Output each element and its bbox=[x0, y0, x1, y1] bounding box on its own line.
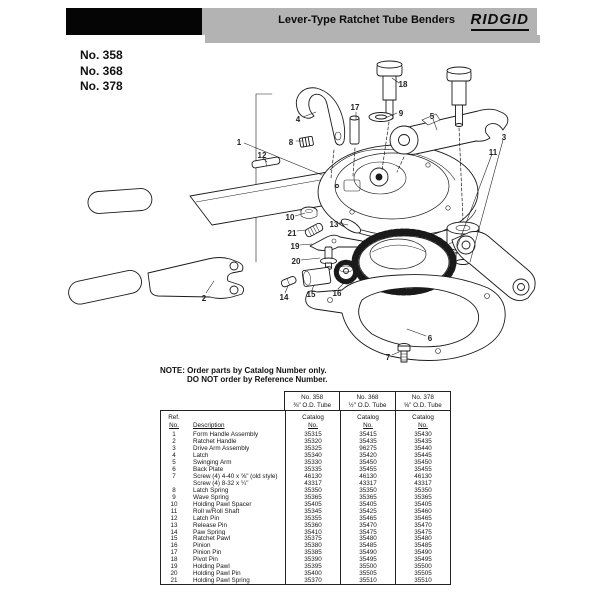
callout-8: 8 bbox=[288, 138, 294, 147]
catalog-358-cell: 46130 bbox=[285, 473, 340, 480]
catalog-358-cell: 35355 bbox=[285, 515, 340, 522]
table-row bbox=[161, 480, 450, 487]
catalog-368-cell: 35500 bbox=[340, 563, 395, 570]
table-row bbox=[161, 494, 450, 501]
catalog-378-cell: 35485 bbox=[395, 542, 450, 549]
ref-cell: 12 bbox=[170, 514, 178, 522]
description-cell: Ratchet Pawl bbox=[193, 535, 231, 543]
catalog-378-cell: 35350 bbox=[395, 487, 450, 494]
pawl-spring-part bbox=[280, 276, 297, 288]
catalog-358-cell: 35365 bbox=[285, 494, 340, 501]
model-header-band bbox=[284, 391, 451, 410]
catalog-378-cell: 35505 bbox=[395, 570, 450, 577]
catalog-378-cell: 46130 bbox=[395, 473, 450, 480]
holding-pawl-part bbox=[310, 235, 364, 250]
description-cell: Paw Spring bbox=[193, 528, 226, 536]
ref-cell: 19 bbox=[170, 563, 178, 571]
description-cell: Screw (4) 8-32 x ¼" bbox=[193, 479, 249, 487]
table-row bbox=[161, 570, 450, 577]
description-cell: Release Pin bbox=[193, 521, 227, 529]
table-row bbox=[161, 549, 450, 556]
catalog-column-header-358 bbox=[285, 411, 340, 431]
tube-size-label: ⅝" O.D. Tube bbox=[403, 401, 442, 409]
catalog-358-cell: 35335 bbox=[285, 466, 340, 473]
catalog-358-cell: 35345 bbox=[285, 508, 340, 515]
callout-11: 11 bbox=[488, 148, 498, 157]
description-cell: Back Plate bbox=[193, 466, 224, 473]
catalog-378-cell: 35450 bbox=[395, 459, 450, 466]
callout-3: 3 bbox=[501, 133, 507, 142]
ref-cell: 10 bbox=[170, 500, 178, 508]
description-cell: Roll w/Roll Shaft bbox=[193, 507, 240, 515]
description-cell: Latch Pin bbox=[193, 514, 220, 522]
table-row bbox=[161, 445, 450, 452]
callout-17: 17 bbox=[350, 103, 360, 112]
catalog-358-cell: 35410 bbox=[285, 529, 340, 536]
catalog-378-cell: 35440 bbox=[395, 445, 450, 452]
model-col-label: No. 358 bbox=[301, 394, 324, 401]
catalog-header-line2: No. bbox=[418, 422, 428, 429]
ratchet-pawl-part bbox=[302, 267, 331, 287]
catalog-368-cell: 35510 bbox=[340, 577, 395, 584]
callout-4: 4 bbox=[295, 115, 301, 124]
catalog-358-cell: 35385 bbox=[285, 549, 340, 556]
model-col-368 bbox=[339, 392, 394, 410]
model-number: No. 358 bbox=[80, 48, 123, 62]
catalog-378-cell: 35490 bbox=[395, 549, 450, 556]
catalog-378-cell: 35365 bbox=[395, 494, 450, 501]
catalog-358-cell: 35360 bbox=[285, 522, 340, 529]
catalog-378-cell: 35465 bbox=[395, 515, 450, 522]
catalog-368-cell: 35490 bbox=[340, 549, 395, 556]
catalog-358-cell: 35380 bbox=[285, 542, 340, 549]
table-row bbox=[161, 452, 450, 459]
parts-table bbox=[160, 391, 451, 585]
model-col-label: No. 378 bbox=[411, 394, 434, 401]
description-cell: Pinion bbox=[193, 542, 211, 550]
callout-20: 20 bbox=[291, 257, 301, 266]
table-row bbox=[161, 473, 450, 480]
catalog-368-cell: 96275 bbox=[340, 445, 395, 452]
catalog-368-cell: 35405 bbox=[340, 501, 395, 508]
description-cell: Drive Arm Assembly bbox=[193, 445, 250, 453]
ref-cell: 21 bbox=[170, 577, 178, 585]
catalog-368-cell: 35365 bbox=[340, 494, 395, 501]
model-col-label: No. 368 bbox=[356, 394, 379, 401]
ref-cell: 11 bbox=[170, 507, 178, 515]
ref-cell: 13 bbox=[170, 521, 178, 529]
order-note bbox=[160, 366, 327, 384]
table-body bbox=[161, 431, 450, 584]
ref1-bracket-line bbox=[256, 94, 272, 262]
table-row bbox=[161, 535, 450, 542]
description-cell: Latch bbox=[193, 452, 209, 460]
catalog-column-header-368 bbox=[340, 411, 395, 431]
table-row bbox=[161, 459, 450, 466]
ref-cell: 16 bbox=[170, 542, 178, 550]
callout-5: 5 bbox=[429, 112, 435, 121]
table-row bbox=[161, 556, 450, 563]
ref-cell: 18 bbox=[170, 556, 178, 564]
catalog-378-cell: 35445 bbox=[395, 452, 450, 459]
catalog-358-cell: 35395 bbox=[285, 563, 340, 570]
catalog-358-cell: 35340 bbox=[285, 452, 340, 459]
catalog-368-cell: 35480 bbox=[340, 535, 395, 542]
catalog-368-cell: 35495 bbox=[340, 556, 395, 563]
wave-spring-part bbox=[369, 113, 393, 122]
catalog-368-cell: 43317 bbox=[340, 480, 395, 487]
table-row bbox=[161, 577, 450, 584]
ref-cell: 15 bbox=[170, 535, 178, 543]
catalog-368-cell: 35470 bbox=[340, 522, 395, 529]
catalog-378-cell: 43317 bbox=[395, 480, 450, 487]
catalog-378-cell: 35480 bbox=[395, 535, 450, 542]
catalog-368-cell: 35505 bbox=[340, 570, 395, 577]
catalog-358-cell: 35390 bbox=[285, 556, 340, 563]
catalog-header-line1: Catalog bbox=[357, 414, 379, 421]
catalog-358-cell: 35375 bbox=[285, 535, 340, 542]
callout-14: 14 bbox=[279, 293, 289, 302]
table-row bbox=[161, 529, 450, 536]
catalog-378-cell: 35430 bbox=[395, 431, 450, 438]
description-column-header bbox=[187, 411, 285, 431]
description-cell: Pivot Pin bbox=[193, 556, 218, 564]
ref-cell: 9 bbox=[172, 493, 176, 501]
callout-2: 2 bbox=[201, 294, 207, 303]
catalog-368-cell: 35485 bbox=[340, 542, 395, 549]
catalog-368-cell: 35425 bbox=[340, 508, 395, 515]
catalog-358-cell: 35400 bbox=[285, 570, 340, 577]
description-cell: Screw (4) 4-40 x ⅝" (old style) bbox=[193, 473, 278, 480]
catalog-358-cell: 35325 bbox=[285, 445, 340, 452]
description-cell: Holding Pawl Pin bbox=[193, 570, 241, 578]
table-row bbox=[161, 515, 450, 522]
table-row bbox=[161, 542, 450, 549]
ref-cell: 1 bbox=[172, 431, 176, 439]
callout-16: 16 bbox=[332, 289, 342, 298]
description-cell: Latch Spring bbox=[193, 486, 229, 494]
callout-6: 6 bbox=[427, 334, 433, 343]
tube-size-label: ½" O.D. Tube bbox=[348, 401, 387, 409]
table-row bbox=[161, 438, 450, 445]
ref-cell: 2 bbox=[172, 438, 176, 446]
catalog-358-cell: 35350 bbox=[285, 487, 340, 494]
catalog-358-cell: 43317 bbox=[285, 480, 340, 487]
callout-9: 9 bbox=[398, 109, 404, 118]
table-row bbox=[161, 431, 450, 438]
catalog-378-cell: 35470 bbox=[395, 522, 450, 529]
table-row bbox=[161, 487, 450, 494]
model-number: No. 368 bbox=[80, 63, 123, 78]
ridgid-logo: RIDGID bbox=[471, 11, 530, 31]
ref-cell: 14 bbox=[170, 528, 178, 536]
tube-size-label: ⅜" O.D. Tube bbox=[293, 401, 332, 409]
catalog-header-line1: Catalog bbox=[412, 414, 434, 421]
catalog-368-cell: 35415 bbox=[340, 431, 395, 438]
description-cell: Wave Spring bbox=[193, 493, 229, 501]
catalog-358-cell: 35405 bbox=[285, 501, 340, 508]
table-row bbox=[161, 501, 450, 508]
model-col-358 bbox=[285, 392, 339, 410]
catalog-378-cell: 35500 bbox=[395, 563, 450, 570]
ref-cell: 7 bbox=[172, 473, 176, 480]
description-cell: Form Handle Assembly bbox=[193, 431, 259, 439]
catalog-368-cell: 35475 bbox=[340, 529, 395, 536]
description-cell: Ratchet Handle bbox=[193, 438, 237, 446]
ref-cell: 4 bbox=[172, 452, 176, 460]
ref-cell: 3 bbox=[172, 445, 176, 453]
description-cell: Pinion Pin bbox=[193, 549, 222, 557]
table-row bbox=[161, 522, 450, 529]
catalog-358-cell: 35330 bbox=[285, 459, 340, 466]
holding-pawl-spacer-part bbox=[301, 207, 317, 219]
callout-10: 10 bbox=[285, 213, 295, 222]
table-row bbox=[161, 466, 450, 473]
ref-column-header bbox=[161, 411, 187, 431]
catalog-378-cell: 35405 bbox=[395, 501, 450, 508]
latch-part bbox=[296, 88, 344, 145]
description-cell: Swinging Arm bbox=[193, 459, 232, 467]
catalog-368-cell: 35450 bbox=[340, 459, 395, 466]
order-note-line1: NOTE: Order parts by Catalog Number only. bbox=[160, 366, 327, 375]
ref-header-line2: No. bbox=[169, 422, 179, 429]
ref-cell: 5 bbox=[172, 459, 176, 467]
pinion-pin-part bbox=[350, 116, 359, 144]
catalog-header-line2: No. bbox=[363, 422, 373, 429]
ref-cell: 8 bbox=[172, 486, 176, 494]
screw-part bbox=[299, 136, 313, 147]
catalog-378-cell: 35475 bbox=[395, 529, 450, 536]
catalog-header-line2: No. bbox=[308, 422, 318, 429]
catalog-378-cell: 35460 bbox=[395, 508, 450, 515]
callout-13: 13 bbox=[329, 220, 339, 229]
parts-table-box bbox=[160, 410, 451, 585]
callout-21: 21 bbox=[287, 229, 297, 238]
callout-1: 1 bbox=[236, 138, 242, 147]
description-cell: Holding Pawl bbox=[193, 563, 230, 571]
description-cell: Holding Pawl Spring bbox=[193, 577, 250, 584]
ref-cell: 20 bbox=[170, 570, 178, 578]
catalog-368-cell: 35350 bbox=[340, 487, 395, 494]
ref-cell: 6 bbox=[172, 466, 176, 474]
catalog-378-cell: 35510 bbox=[395, 577, 450, 584]
catalog-378-cell: 35435 bbox=[395, 438, 450, 445]
order-note-line2: DO NOT order by Reference Number. bbox=[187, 375, 328, 384]
model-col-378 bbox=[395, 392, 450, 410]
callout-18: 18 bbox=[398, 80, 408, 89]
holding-pawl-spring-part bbox=[304, 222, 324, 238]
catalog-358-cell: 35370 bbox=[285, 577, 340, 584]
catalog-368-cell: 35420 bbox=[340, 452, 395, 459]
ref-cell: 17 bbox=[170, 549, 178, 557]
catalog-378-cell: 35455 bbox=[395, 466, 450, 473]
catalog-378-cell: 35495 bbox=[395, 556, 450, 563]
description-header-label: Description bbox=[193, 422, 225, 430]
column-header-row bbox=[161, 411, 450, 431]
catalog-368-cell: 35435 bbox=[340, 438, 395, 445]
catalog-358-cell: 35315 bbox=[285, 431, 340, 438]
callout-19: 19 bbox=[290, 242, 300, 251]
catalog-368-cell: 35455 bbox=[340, 466, 395, 473]
catalog-368-cell: 46130 bbox=[340, 473, 395, 480]
callout-12: 12 bbox=[257, 151, 267, 160]
diagram-parts bbox=[66, 61, 535, 362]
ref-cell bbox=[161, 480, 187, 487]
callout-7: 7 bbox=[385, 353, 391, 362]
catalog-358-cell: 35320 bbox=[285, 438, 340, 445]
ratchet-handle-part bbox=[66, 258, 243, 307]
catalog-column-header-378 bbox=[395, 411, 450, 431]
catalog-header-line1: Catalog bbox=[302, 414, 324, 421]
ref-header-line1: Ref. bbox=[168, 414, 180, 421]
catalog-368-cell: 35465 bbox=[340, 515, 395, 522]
callout-15: 15 bbox=[306, 290, 316, 299]
model-number: No. 378 bbox=[80, 79, 123, 93]
table-row bbox=[161, 508, 450, 515]
page-title: Lever-Type Ratchet Tube Benders bbox=[278, 14, 455, 26]
description-cell: Holding Pawl Spacer bbox=[193, 500, 252, 508]
table-row bbox=[161, 563, 450, 570]
